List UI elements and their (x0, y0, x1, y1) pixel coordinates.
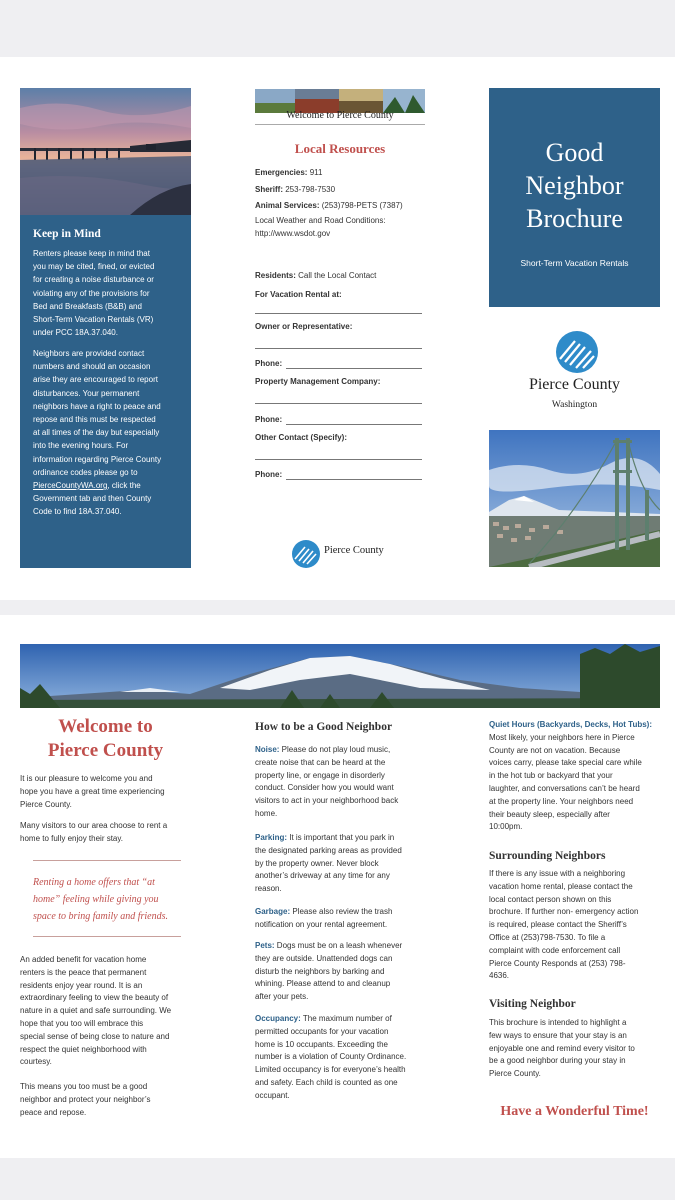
brochure-title: Good Neighbor Brochure (525, 138, 624, 233)
residents-line: Residents: Call the Local Contact (255, 271, 377, 280)
phone-field-1[interactable] (286, 368, 422, 369)
owner-field[interactable] (255, 348, 422, 349)
brochure-page-outside (0, 57, 675, 600)
property-management-field[interactable] (255, 403, 422, 404)
pierce-county-logo-small-icon (292, 540, 320, 573)
surrounding-neighbors-heading: Surrounding Neighbors (489, 850, 606, 862)
phone-field-2[interactable] (286, 424, 422, 425)
good-neighbor-heading: How to be a Good Neighbor (255, 721, 393, 733)
owner-label: Owner or Representative: (255, 322, 353, 331)
welcome-banner-caption: Welcome to Pierce County (286, 110, 394, 121)
noise-section: Noise: Please do not play loud music, create noise that can be heard at the property line, or engage in disorderly conduct. Consider how you would want visitors to act in your neighborhood back home. (255, 745, 399, 818)
keep-in-mind-paragraph-1: Renters please keep in mind that you may be cited, fined, or evicted for creating a noise disturbance or violating any of the provisions for Bed and Breakfasts (B&B) and Short-Term Vacation Rentals (VR) under PCC 18A.37.040. (33, 249, 155, 338)
welcome-paragraph-3: An added benefit for vacation home renters is the peace that permanent residents enjoy year round. It is an extraordinary feeling to view the beauty of nature in a quiet and safe surrounding. We hope that you too will embrace this special sense of being close to nature and respect the quiet neighborhood with courtesy. (20, 955, 172, 1067)
garbage-section: Garbage: Please also review the trash notification on your rental agreement. (255, 907, 393, 929)
closing-message: Have a Wonderful Time! (500, 1104, 649, 1119)
phone-label-2: Phone: (255, 415, 283, 424)
local-resources-heading: Local Resources (294, 141, 386, 156)
welcome-heading: Welcome to Pierce County (47, 716, 164, 761)
phone-label-3: Phone: (255, 470, 283, 479)
pierce-county-name: Pierce County (528, 376, 621, 393)
visiting-neighbor-text: This brochure is intended to highlight a few ways to ensure that your stay is an enjoyable one and remind every visitor to be a good neighbor during your stay in Pierce County. (489, 1018, 635, 1079)
welcome-paragraph-4: This means you too must be a good neighbor and protect your neighbor’s peace and repose. (20, 1082, 151, 1117)
pull-quote: Renting a home offers that “at home” feeling while giving you space to bring family and friends. (33, 877, 168, 922)
sheriff-line: Sheriff: 253-798-7530 (255, 185, 336, 194)
quote-rule-bottom (33, 936, 181, 937)
weather-label: Local Weather and Road Conditions: (255, 216, 386, 225)
banner-divider (255, 124, 425, 125)
phone-field-3[interactable] (286, 479, 422, 480)
property-management-label: Property Management Company: (255, 377, 381, 386)
pierce-county-logo-small-label: Pierce County (324, 545, 384, 556)
quiet-hours-section: Quiet Hours (Backyards, Decks, Hot Tubs): Most likely, your neighbors here in Pierce County are not on vacation. Because voices carry, please take special care while in the hot tub or backyard that your laughter, and conversations can’t be heard at the property line. Your neighbors need their beauty sleep, especially after 10:00pm. (489, 720, 652, 832)
pierce-county-logo-icon (555, 330, 599, 379)
parking-section: Parking: It is important that you park in the designated parking areas as provided by the property owner. Never block another’s driveway at any time for any reason. (255, 833, 402, 894)
vacation-rental-label: For Vacation Rental at: (255, 290, 342, 299)
weather-url[interactable]: http://www.wsdot.gov (255, 229, 331, 238)
quote-rule-top (33, 860, 181, 861)
emergencies-line: Emergencies: 911 (255, 168, 323, 177)
brochure-page-inside (0, 615, 675, 1158)
keep-in-mind-heading: Keep in Mind (33, 228, 101, 240)
sunset-pier-photo (20, 88, 191, 215)
welcome-paragraph-2: Many visitors to our area choose to rent a home to fully enjoy their stay. (20, 821, 168, 843)
occupancy-section: Occupancy: The maximum number of permitted occupants for your vacation home is 10 occupants. Exceeding the number is a violation of County Ordinance. Limited occupancy is for everyone’s health and safety. Each child is counted as one occupant. (255, 1014, 407, 1100)
visiting-neighbor-heading: Visiting Neighbor (489, 998, 576, 1010)
pets-section: Pets: Dogs must be on a leash whenever they are outside. Unattended dogs can disturb the neighbors by barking and whining. Please attend to and cleanup after your pets. (255, 941, 403, 1002)
phone-label-1: Phone: (255, 359, 283, 368)
keep-in-mind-paragraph-2: Neighbors are provided contact numbers and should an occasion arise they are encouraged to report disturbances. Your permanent neighbors have a right to peace and repose and this must be respected at all times of the day but especially into the evening hours. For information regarding Pierce County ordinance codes please go to PierceCountyWA.org, click the Government tab and then County Code to find 18A.37.040. (33, 349, 162, 517)
welcome-paragraph-1: It is our pleasure to welcome you and hope you have a great time experiencing Pierce County. (20, 774, 165, 809)
other-contact-field[interactable] (255, 459, 422, 460)
narrows-bridge-photo (489, 430, 660, 567)
surrounding-neighbors-text: If there is any issue with a neighboring vacation home rental, please contact the local contact person shown on this brochure. If further non- emergency action is required, please contact the Sheriff’s Office at (253)798-7530. To file a complaint with code enforcement call Pierce County Responds at (253) 798- 4636. (489, 869, 639, 981)
vacation-rental-field[interactable] (255, 313, 422, 314)
brochure-subtitle: Short-Term Vacation Rentals (520, 258, 629, 268)
mount-rainier-panorama (20, 644, 660, 708)
pierce-county-link[interactable]: PierceCountyWA.org (33, 481, 108, 491)
washington-label: Washington (551, 400, 598, 410)
other-contact-label: Other Contact (Specify): (255, 433, 348, 442)
animal-services-line: Animal Services: (253)798-PETS (7387) (255, 201, 403, 210)
